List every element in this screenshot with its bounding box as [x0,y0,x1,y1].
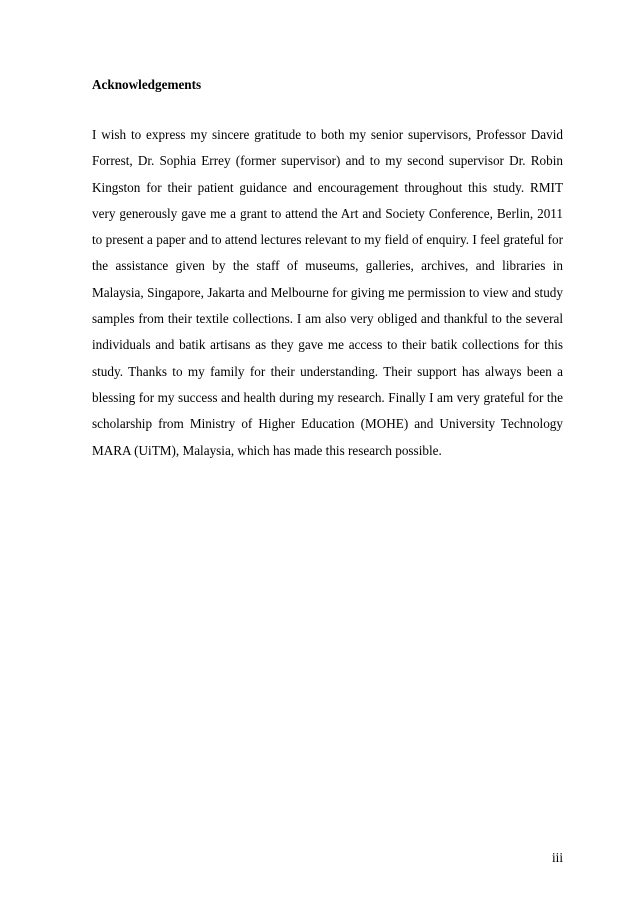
page-heading: Acknowledgements [92,77,202,92]
page-number: iii [552,850,563,865]
acknowledgements-paragraph: I wish to express my sincere gratitude to both my senior supervisors, Professor David Forrest, Dr. Sophia Errey (former supervisor) and to my second supervisor Dr. Robin Kingston for their patient guidance and encouragement throughout this study. RMIT very generously gave me a grant to attend the Art and Society Conference, Berlin, 2011 to present a paper and to attend lectures relevant to my field of enquiry. I feel grateful for the assistance given by the staff of museums, galleries, archives, and libraries in Malaysia, Singapore, Jakarta and Melbourne for giving me permission to view and study samples from their textile collections. I am also very obliged and thankful to the several individuals and batik artisans as they gave me access to their batik collections for this study. Thanks to my family for their understanding. Their support has always been a blessing for my success and health during my research. Finally I am very grateful for the scholarship from Ministry of Higher Education (MOHE) and University Technology MARA (UiTM), Malaysia, which has made this research possible. [92,127,563,458]
